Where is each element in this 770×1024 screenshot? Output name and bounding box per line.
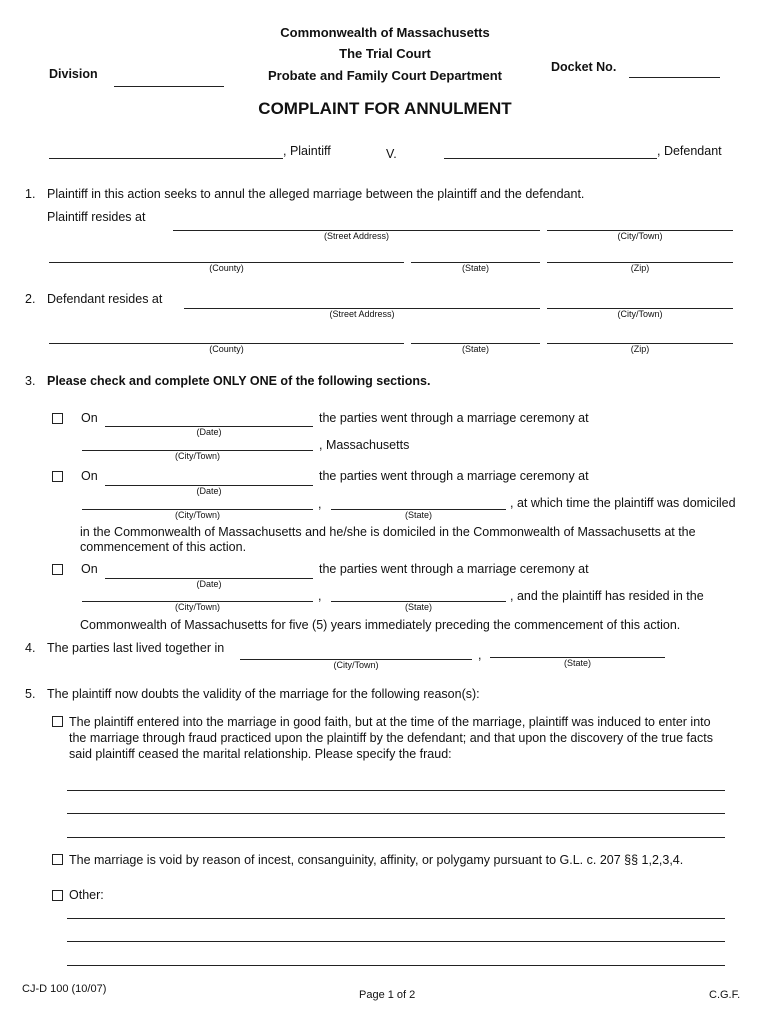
void-checkbox[interactable] — [52, 854, 63, 865]
document-title: COMPLAINT FOR ANNULMENT — [258, 99, 512, 118]
option-c-ceremony-text: the parties went through a marriage ceremony at — [319, 562, 589, 576]
plaintiff-city-caption: (City/Town) — [617, 231, 663, 241]
cgf-label: C.G.F. — [709, 989, 741, 1001]
header-trial-court: The Trial Court — [339, 46, 431, 61]
section-3-heading: Please check and complete ONLY ONE of the following sections. — [47, 374, 431, 388]
section-4-number: 4. — [25, 641, 36, 655]
versus-label: V. — [386, 147, 397, 161]
other-checkbox[interactable] — [52, 890, 63, 901]
option-a-on-label: On — [81, 411, 98, 425]
option-b-checkbox[interactable] — [52, 471, 63, 482]
option-b-domiciled-cont-1: in the Commonwealth of Massachusetts and he/she is domiciled in the Commonwealth of Massachusetts at the — [80, 525, 696, 539]
option-a-city-caption: (City/Town) — [174, 451, 220, 461]
docket-field[interactable] — [629, 77, 720, 78]
fraud-text-2: the marriage through fraud practiced upon the plaintiff by the defendant; and that upon the discovery of the true facts — [69, 731, 713, 745]
option-c-date-caption: (Date) — [196, 579, 222, 589]
option-a-ceremony-text: the parties went through a marriage ceremony at — [319, 411, 589, 425]
fraud-text-3: said plaintiff ceased the marital relationship. Please specify the fraud: — [69, 747, 452, 761]
plaintiff-label: , Plaintiff — [283, 144, 331, 158]
option-b-domiciled-cont-2: commencement of this action. — [80, 540, 247, 554]
defendant-city-caption: (City/Town) — [617, 309, 663, 319]
header-department: Probate and Family Court Department — [267, 68, 503, 83]
plaintiff-zip-caption: (Zip) — [630, 263, 650, 273]
division-field[interactable] — [114, 86, 224, 87]
fraud-line-3[interactable] — [67, 837, 725, 838]
plaintiff-name-field[interactable] — [49, 158, 283, 159]
docket-label: Docket No. — [551, 60, 617, 74]
defendant-zip-caption: (Zip) — [630, 344, 650, 354]
fraud-checkbox[interactable] — [52, 716, 63, 727]
defendant-street-caption: (Street Address) — [329, 309, 395, 319]
other-line-2[interactable] — [67, 941, 725, 942]
plaintiff-resides-label: Plaintiff resides at — [47, 210, 146, 224]
section-2-number: 2. — [25, 292, 36, 306]
option-b-city-caption: (City/Town) — [174, 510, 220, 520]
option-a-checkbox[interactable] — [52, 413, 63, 424]
section-5-text: The plaintiff now doubts the validity of the marriage for the following reason(s): — [47, 687, 480, 701]
defendant-state-caption: (State) — [461, 344, 489, 354]
option-b-domiciled-text: , at which time the plaintiff was domiciled — [510, 496, 736, 510]
defendant-resides-label: Defendant resides at — [47, 292, 163, 306]
other-line-3[interactable] — [67, 965, 725, 966]
other-line-1[interactable] — [67, 918, 725, 919]
section-3-number: 3. — [25, 374, 36, 388]
section-4-comma: , — [478, 648, 482, 662]
option-b-comma: , — [318, 497, 322, 511]
option-a-massachusetts-text: , Massachusetts — [319, 438, 410, 452]
plaintiff-street-caption: (Street Address) — [323, 231, 390, 241]
fraud-text-1: The plaintiff entered into the marriage in good faith, but at the time of the marriage, plaintiff was induced to enter into — [69, 715, 711, 729]
defendant-name-field[interactable] — [444, 158, 657, 159]
section-5-number: 5. — [25, 687, 36, 701]
header-commonwealth: Commonwealth of Massachusetts — [280, 25, 490, 40]
void-text: The marriage is void by reason of incest, consanguinity, affinity, or polygamy pursuant to G.L. c. 207 §§ 1,2,3,4. — [69, 853, 684, 867]
plaintiff-county-caption: (County) — [209, 263, 244, 273]
option-c-comma: , — [318, 589, 322, 603]
defendant-county-caption: (County) — [209, 344, 244, 354]
option-b-on-label: On — [81, 469, 98, 483]
plaintiff-state-caption: (State) — [461, 263, 489, 273]
option-b-ceremony-text: the parties went through a marriage ceremony at — [319, 469, 589, 483]
defendant-label: , Defendant — [657, 144, 722, 158]
fraud-line-1[interactable] — [67, 790, 725, 791]
option-c-on-label: On — [81, 562, 98, 576]
section-1-number: 1. — [25, 187, 36, 201]
option-c-state-caption: (State) — [404, 602, 432, 612]
form-id: CJ-D 100 (10/07) — [22, 983, 107, 995]
option-c-resided-cont: Commonwealth of Massachusetts for five (5) years immediately preceding the commencement of this action. — [80, 618, 681, 632]
option-b-date-caption: (Date) — [196, 486, 222, 496]
fraud-line-2[interactable] — [67, 813, 725, 814]
last-lived-city-caption: (City/Town) — [333, 660, 379, 670]
other-label: Other: — [69, 888, 104, 902]
option-c-checkbox[interactable] — [52, 564, 63, 575]
option-c-resided-text: , and the plaintiff has resided in the — [510, 589, 704, 603]
section-1-text: Plaintiff in this action seeks to annul the alleged marriage between the plaintiff and the defendant. — [47, 187, 585, 201]
last-lived-state-caption: (State) — [563, 658, 591, 668]
section-4-text: The parties last lived together in — [47, 641, 225, 655]
option-b-state-caption: (State) — [404, 510, 432, 520]
option-c-city-caption: (City/Town) — [174, 602, 220, 612]
division-label: Division — [49, 67, 98, 81]
page-number: Page 1 of 2 — [359, 989, 416, 1001]
option-a-date-caption: (Date) — [196, 427, 222, 437]
